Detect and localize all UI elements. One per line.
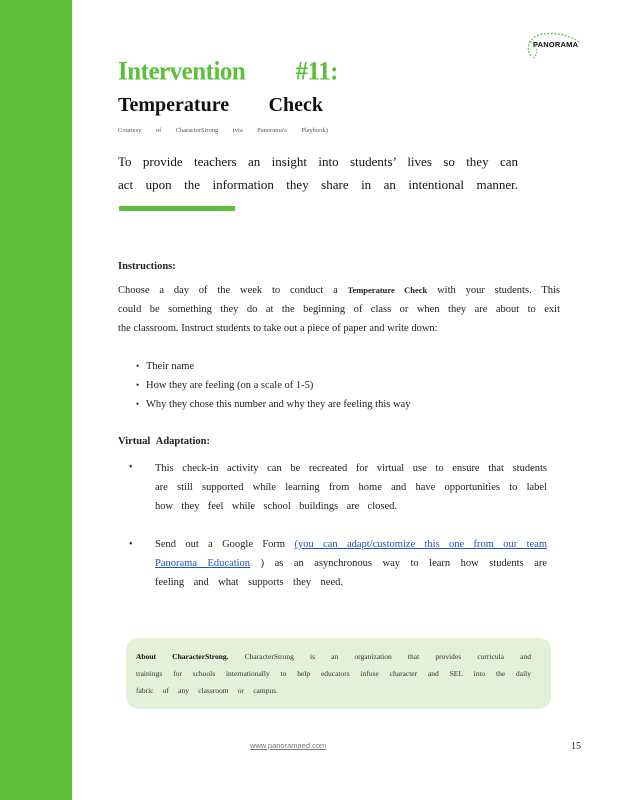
subtitle-word-temperature: Temperature <box>118 94 230 116</box>
left-green-bar <box>0 0 72 800</box>
title-word-intervention: Intervention <box>118 57 246 86</box>
temperature-check-bold: Temperature Check <box>347 285 428 295</box>
list-item: • How they are feeling (on a scale of 1-5) <box>136 376 410 395</box>
page-title <box>118 57 338 86</box>
courtesy-line: Courtesy of CharacterStrong (via Panorama's Playbook) <box>118 127 328 134</box>
virtual-adaptation-heading: Virtual Adaptation: <box>118 436 210 447</box>
logo-text: PANORAMA <box>533 40 579 49</box>
instructions-list <box>136 357 410 414</box>
panorama-logo <box>521 30 591 60</box>
intro-paragraph: To provide teachers an insight into students’ lives so they can act upon the information they share in an intentional manner. <box>118 154 518 192</box>
subtitle-word-check: Check <box>268 94 323 116</box>
list-item: • Their name <box>136 357 410 376</box>
bullet-icon: • <box>129 462 133 473</box>
instructions-paragraph: Choose a day of the week to conduct a Temperature Check with your students. This could be something they do at the beginning of class or when they are about to exit the classroom. Instruct students to take out a piece of paper and write down: <box>118 285 560 334</box>
panorama-education-link[interactable]: Panorama Education <box>155 558 251 569</box>
virtual-paragraph-1: This check-in activity can be recreated for virtual use to ensure that students are still supported while learning from home and have opportunities to label how they feel while school buildings are closed. <box>155 463 547 512</box>
instructions-heading: Instructions: <box>118 261 176 272</box>
page-subtitle <box>118 94 323 117</box>
bullet-icon: • <box>129 539 133 550</box>
title-word-number: #11: <box>295 57 338 86</box>
accent-divider <box>119 206 235 211</box>
page-number: 15 <box>571 741 581 752</box>
google-form-link[interactable]: (you can adapt/customize this one from our team <box>294 539 548 550</box>
virtual-paragraph-2: Send out a Google Form (you can adapt/customize this one from our team Panorama Education ) as an asynchronous way to learn how students are feeling and what supports they need. <box>155 539 548 588</box>
about-characterstrong: About CharacterStrong. CharacterStrong is an organization that provides curricula and trainings for schools internationally to help educators infuse character and SEL into the daily fabric of any classroom or campus. <box>136 652 531 695</box>
footer-website-link[interactable]: www.panoramaed.com <box>250 741 327 750</box>
list-item: • Why they chose this number and why they are feeling this way <box>136 395 410 414</box>
